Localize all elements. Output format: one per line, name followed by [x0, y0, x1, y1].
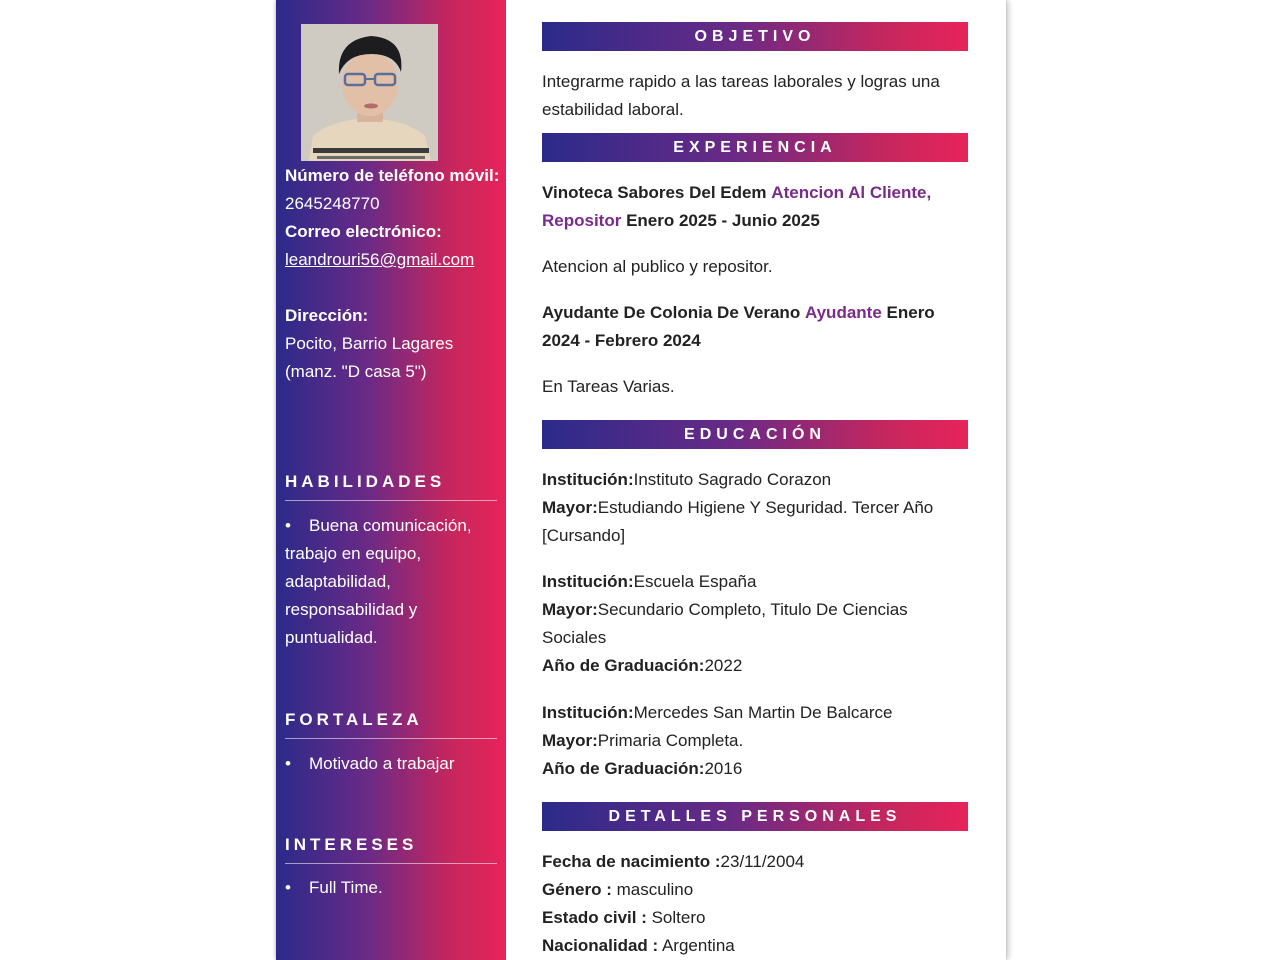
personal-details: Fecha de nacimiento :23/11/2004 Género : masculino Estado civil : Soltero Nacionalidad : Argentina	[542, 852, 805, 955]
education-entry: Institución:Escuela España Mayor:Secundario Completo, Titulo De Ciencias Sociales Año de Graduación:2022	[542, 572, 908, 675]
education-institution: Escuela España	[633, 572, 757, 591]
education-major: Primaria Completa.	[597, 731, 744, 750]
nationality-value: Argentina	[658, 936, 735, 955]
job-entry	[542, 299, 968, 355]
list-item: • Full Time.	[285, 878, 383, 897]
email-link[interactable]: leandrouri56@gmail.com	[285, 250, 475, 269]
email-label: Correo electrónico:	[285, 222, 442, 241]
sidebar	[276, 0, 506, 960]
job-company: Ayudante De Colonia De Verano	[542, 303, 801, 322]
strengths-list	[285, 750, 497, 778]
education-institution: Mercedes San Martin De Balcarce	[633, 703, 893, 722]
interests-heading: INTERESES	[285, 835, 497, 864]
gender-value: masculino	[611, 880, 694, 899]
skills-heading: HABILIDADES	[285, 472, 497, 501]
education-institution: Instituto Sagrado Corazon	[633, 470, 832, 489]
skills-list	[285, 512, 497, 652]
job-dates: Enero 2024 - Febrero 2024	[542, 303, 935, 350]
phone-label: Número de teléfono móvil:	[285, 166, 500, 185]
address-value: Pocito, Barrio Lagares (manz. "D casa 5")	[285, 334, 454, 381]
job-role: Atencion Al Cliente, Repositor	[542, 183, 932, 230]
strengths-heading: FORTALEZA	[285, 710, 497, 739]
job-company: Vinoteca Sabores Del Edem	[542, 183, 767, 202]
main-content	[542, 0, 968, 960]
list-item: • Buena comunicación, trabajo en equipo, adaptabilidad, responsabilidad y puntualidad.	[285, 516, 472, 647]
objective-text: Integrarme rapido a las tareas laborales y logras una estabilidad laboral.	[542, 72, 940, 119]
interests-list	[285, 874, 497, 902]
education-heading: EDUCACIÓN	[542, 420, 968, 449]
education-entry: Institución:Mercedes San Martin De Balcarce Mayor:Primaria Completa. Año de Graduación:2016	[542, 703, 893, 778]
experience-heading: EXPERIENCIA	[542, 133, 968, 162]
resume-page	[276, 0, 1006, 960]
education-major: Estudiando Higiene Y Seguridad. Tercer Año [Cursando]	[542, 498, 934, 545]
job-description: Atencion al publico y repositor.	[542, 257, 773, 276]
phone-value: 2645248770	[285, 194, 380, 213]
education-year: 2016	[704, 759, 743, 778]
address-label: Dirección:	[285, 306, 369, 325]
job-description: En Tareas Varias.	[542, 377, 675, 396]
birth-value: 23/11/2004	[720, 852, 805, 871]
contact-info	[285, 162, 500, 386]
education-major: Secundario Completo, Titulo De Ciencias Sociales	[542, 600, 908, 647]
objective-heading: OBJETIVO	[542, 22, 968, 51]
education-entry: Institución:Instituto Sagrado Corazon Mayor:Estudiando Higiene Y Seguridad. Tercer Año [Cursando]	[542, 470, 934, 545]
profile-photo	[301, 24, 438, 161]
education-year: 2022	[704, 656, 743, 675]
civil-value: Soltero	[646, 908, 706, 927]
personal-heading: DETALLES PERSONALES	[542, 802, 968, 831]
list-item: • Motivado a trabajar	[285, 754, 455, 773]
job-dates: Enero 2025 - Junio 2025	[626, 211, 820, 230]
job-role: Ayudante	[804, 303, 882, 322]
job-entry	[542, 179, 968, 235]
